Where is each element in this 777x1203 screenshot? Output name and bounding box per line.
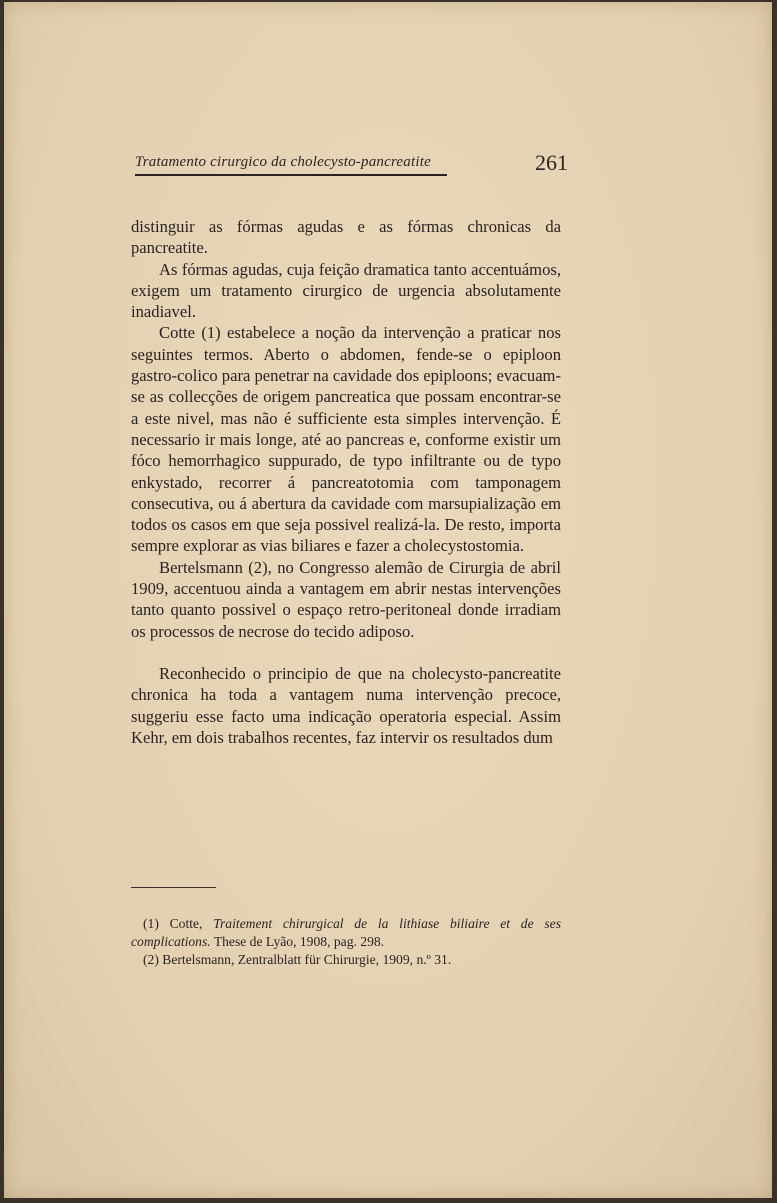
footnote-1-suffix: These de Lyão, 1908, pag. 298. bbox=[210, 934, 385, 949]
paragraph-1: distinguir as fórmas agudas e as fórmas chronicas da pancreatite. bbox=[131, 217, 561, 258]
body-text bbox=[131, 216, 561, 748]
paragraph-5: Reconhecido o principio de que na cholecysto-pancreatite chronica ha toda a vantagem numa intervenção precoce, suggeriu esse facto uma indicação operatoria especial. Assim Kehr, em dois trabalhos recentes, faz intervir os resultados dum bbox=[131, 663, 561, 747]
page-number: 261 bbox=[535, 150, 568, 175]
running-title: Tratamento cirurgico da cholecysto-pancreatite bbox=[135, 154, 447, 176]
paragraph-3: Cotte (1) estabelece a noção da intervenção a praticar nos seguintes termos. Aberto o abdomen, fende-se o epiploon gastro-colico para penetrar na cavidade dos epiploons; evacuam-se as collecções de origem pancreatica que possam encontrar-se a este nivel, mas não é sufficiente esta simples intervenção. É necessario ir mais longe, até ao pancreas e, conforme existir um fóco hemorrhagico suppurado, de typo infiltrante ou de typo enkystado, recorrer á pancreatotomia com tamponagem consecutiva, ou á abertura da cavidade com marsupialização em todos os casos em que seja possivel realizá-la. De resto, importa sempre explorar as vias biliares e fazer a cholecystostomia. bbox=[131, 323, 561, 556]
footnote-2: (2) Bertelsmann, Zentralblatt für Chirurgie, 1909, n.º 31. bbox=[143, 952, 452, 967]
footnotes bbox=[131, 915, 561, 969]
footnote-1-prefix: (1) Cotte, bbox=[143, 916, 214, 931]
footnote-1 bbox=[131, 915, 561, 951]
paragraph-2: As fórmas agudas, cuja feição dramatica tanto accentuámos, exigem um tratamento cirurgico de urgencia absolutamente inadiavel. bbox=[131, 259, 561, 322]
footnote-divider bbox=[131, 887, 216, 888]
paragraph-4: Bertelsmann (2), no Congresso alemão de Cirurgia de abril 1909, accentuou ainda a vantagem em abrir nestas intervenções tanto quanto possivel o espaço retro-peritoneal donde irradiam os processos de necrose do tecido adiposo. bbox=[131, 557, 561, 641]
footnote-1-title: Traitement chirurgical de la lithiase biliaire et de ses complications. bbox=[131, 916, 561, 949]
